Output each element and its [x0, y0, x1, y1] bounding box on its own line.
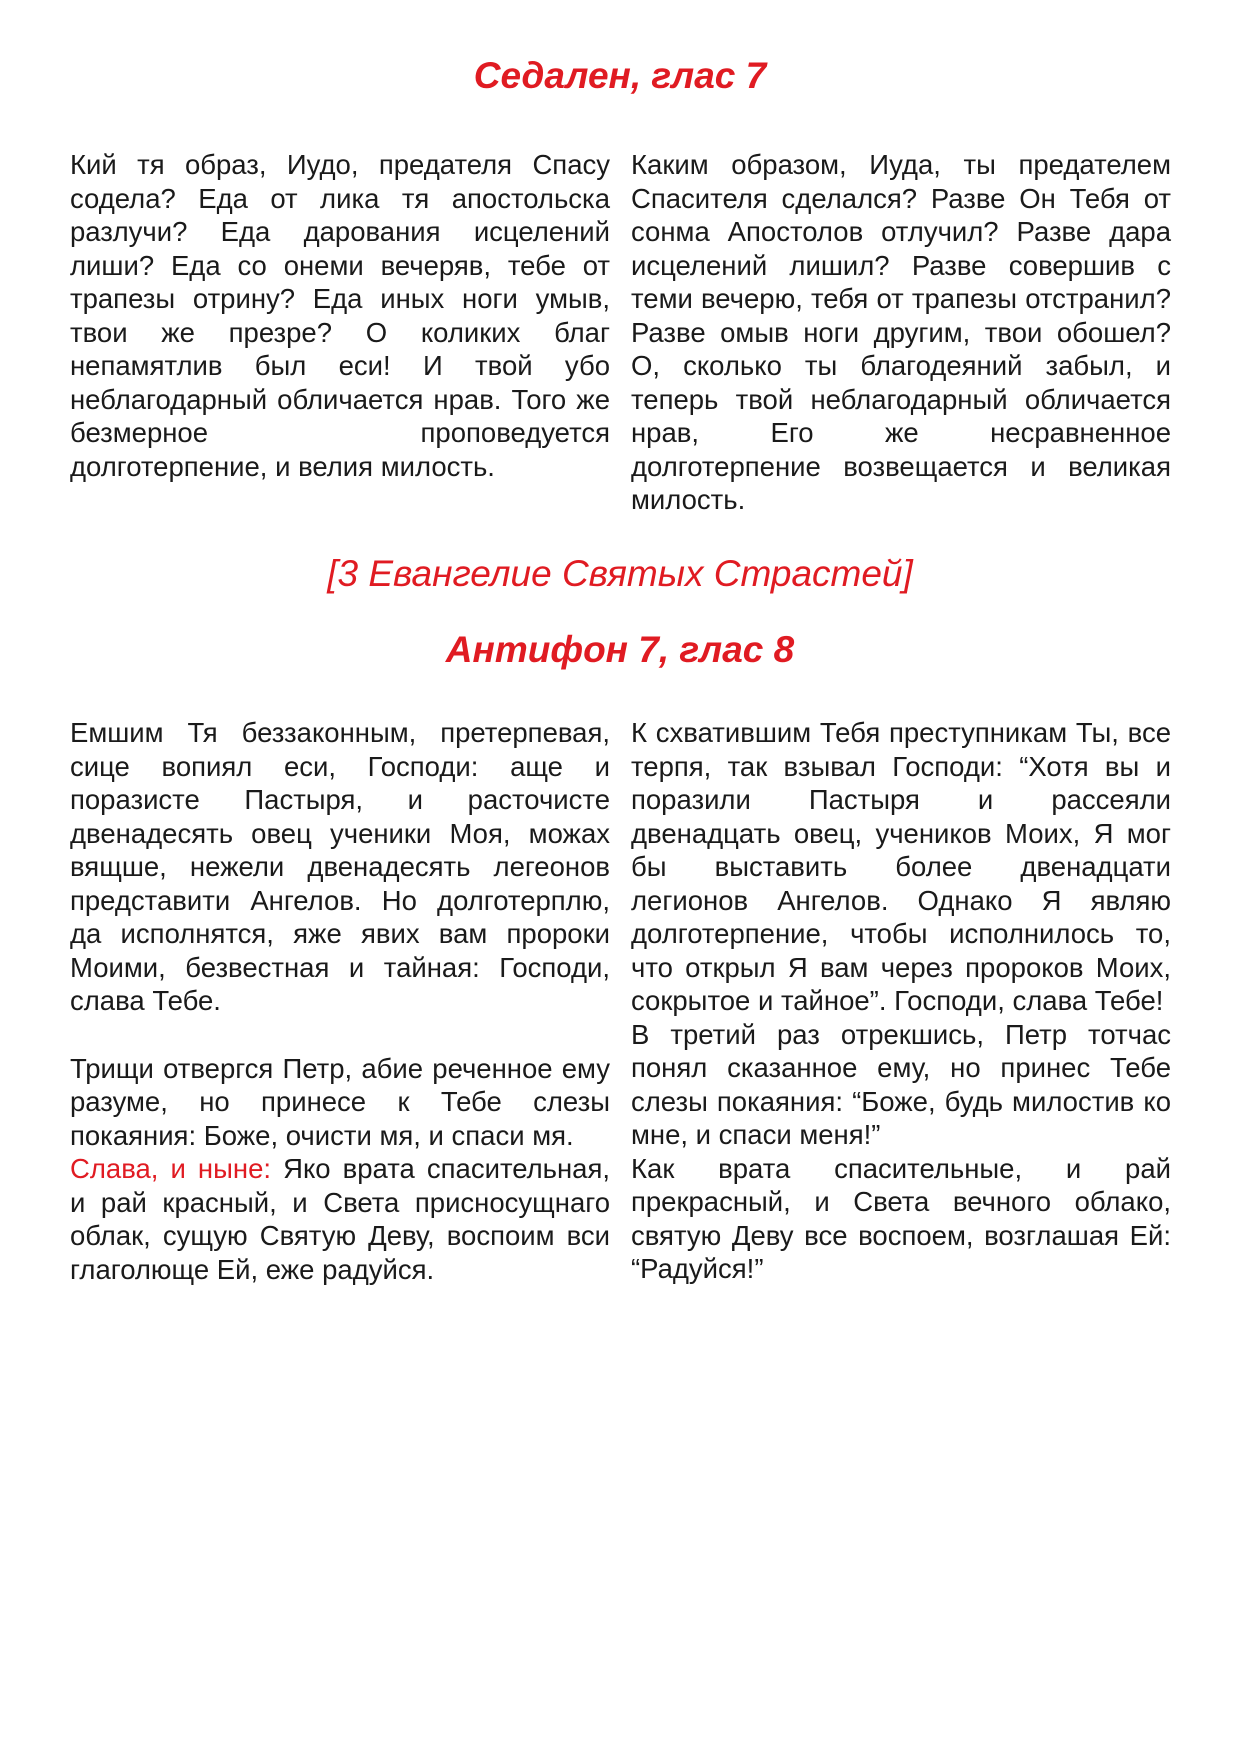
gospel-reading-title: [3 Евангелие Святых Страстей]: [327, 553, 913, 594]
antiphon-title: Антифон 7, глас 8: [445, 629, 795, 670]
antiphon-slavonic-paragraph-3: [70, 1152, 610, 1286]
sedalen-title: Седален, глас 7: [473, 55, 767, 96]
antiphon-church-slavonic-column: [70, 716, 610, 1286]
antiphon-russian-paragraph-1: К схватившим Тебя преступникам Ты, все терпя, так взывал Господи: “Хотя вы и поразили Пастыря и рассеяли двенадцать овец, учеников Моих, Я мог бы выставить более двенадцати легионов Ангелов. Однако Я являю долготерпение, чтобы исполнилось то, что открыл Я вам через пророков Моих, сокрытое и тайное”. Господи, слава Тебе!: [631, 717, 1171, 1016]
sedalen-church-slavonic-column: [70, 148, 610, 483]
antiphon-russian-paragraph-3: Как врата спасительные, и рай прекрасный, и Света вечного облако, святую Деву все воспоем, возглашая Ей: “Радуйся!”: [631, 1152, 1171, 1284]
antiphon-slavonic-paragraph-1: Емшим Тя беззаконным, претерпевая, сице вопиял еси, Господи: аще и поразисте Пастыря, и расточисте двенадесять овец ученики Моя, можах вящше, нежели двенадесять легеонов представити Ангелов. Но долготерплю, да исполнятся, яже явих вам пророки Моими, безвестная и тайная: Господи, слава Тебе.: [70, 717, 610, 1016]
antiphon-russian-paragraph-2: В третий раз отрекшись, Петр тотчас понял сказанное ему, но принес Тебе слезы покаяния: “Боже, будь милостив ко мне, и спаси меня!”: [631, 1018, 1171, 1150]
antiphon-russian-column: [631, 716, 1171, 1286]
theotokion-slavonic-text: Яко врата спасительная, и рай красный, и Света присносущнаго облак, сущую Святую Деву, воспоим вси глаголюще Ей, еже радуйся.: [70, 1153, 610, 1285]
glory-now-label: Слава, и ныне:: [70, 1153, 272, 1184]
sedalen-russian-text: Каким образом, Иуда, ты предателем Спасителя сделался? Разве Он Тебя от сонма Апостолов отлучил? Разве дара исцелений лишил? Разве совершив с теми вечерю, тебя от трапезы отстранил? Разве омыв ноги другим, твои обошел? О, сколько ты благодеяний забыл, и теперь твой неблагодарный обличается нрав, Его же несравненное долготерпение возвещается и великая милость.: [631, 149, 1171, 515]
sedalen-slavonic-text: Кий тя образ, Иудо, предателя Спасу содела? Еда от лика тя апостольска разлучи? Еда дарования исцелений лиши? Еда со онеми вечеряв, тебе от трапезы отрину? Еда иных ноги умыв, твои же презре? О коликих благ непамятлив был еси! И твой убо неблагодарный обличается нрав. Того же безмерное проповедуется долготерпение, и велия милость.: [70, 149, 610, 482]
antiphon-slavonic-paragraph-2: Трищи отвергся Петр, абие реченное ему разуме, но принесе к Тебе слезы покаяния: Боже, очисти мя, и спаси мя.: [70, 1052, 610, 1151]
sedalen-russian-column: [631, 148, 1171, 517]
